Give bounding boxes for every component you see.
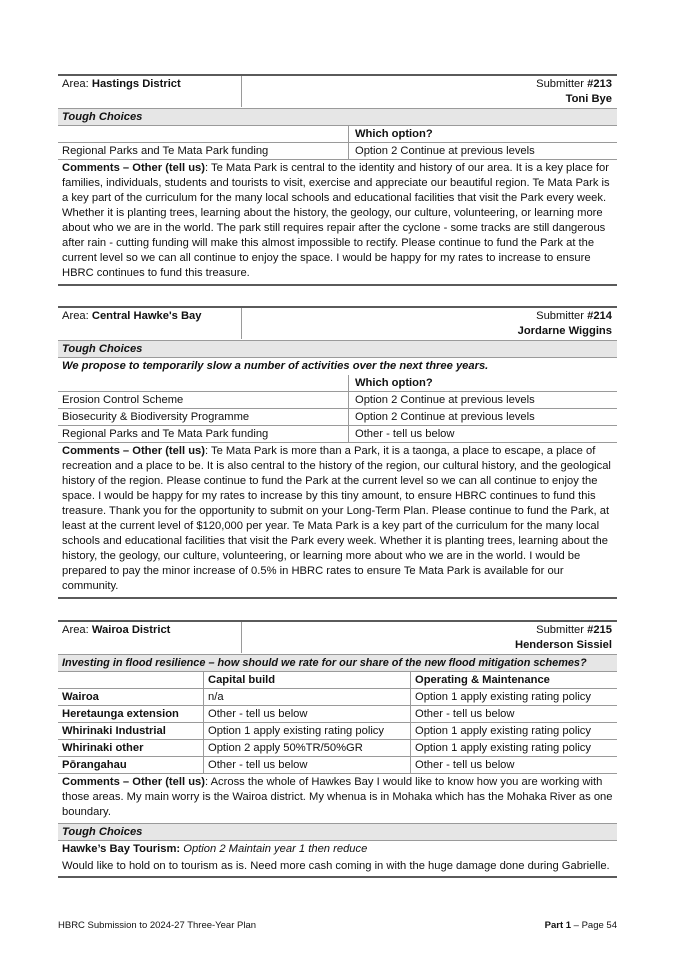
area-label: Area:: [62, 310, 92, 322]
tourism-label: Hawke’s Bay Tourism:: [62, 843, 181, 855]
comments-text: : Te Mata Park is central to the identity and history of our area. It is a key place for families, individuals, students and tourists to visit, exercise and appreciate our beautiful region. Te Mata Park is a key part of the curriculum for the many local schools and educational facilities that visit the Park every week. Whether it is planting trees, learning about the history, the geology, our culture, volunteering, or learning more about who we are in the world. The park still requires repair after the cyclone - some tracks are still dangerous after rain - cutting funding will make this almost impossible to rectify. Please continue to fund the Park at the current level so we can all continue to enjoy the space. I would be happy for my rates to increase to ensure HBRC continues to fund this treasure.: [62, 162, 610, 279]
tourism-option: Option 2 Maintain year 1 then reduce: [180, 843, 368, 855]
row-scheme: Pōrangahau: [58, 757, 204, 773]
submitter-cell: [242, 308, 617, 340]
table-row: [58, 409, 617, 426]
row-scheme: Whirinaki Industrial: [58, 723, 204, 739]
table-row: [58, 740, 617, 757]
col-capital: Capital build: [204, 672, 411, 688]
table-row: [58, 392, 617, 409]
comments-text: : Te Mata Park is more than a Park, it is a taonga, a place to escape, a place of recreation and a place to be. It is also central to the history of the region, our cultural history, and the geological history of the region. Please continue to fund the Park at the current level so we can all continue to enjoy the space. I would be happy for my rates to increase by this tiny amount, to ensure HBRC continues to fund this treasure. Thank you for the opportunity to submit on your Long-Term Plan. Please continue to fund the Park, at least at the current level of $120,000 per year. Te Mata Park is a key part of the curriculum for the many local schools and educational facilities that visit the Park every week. Whether it is planting trees, learning about the history, the geology, our culture, volunteering, or learning more about who we are in the world. I would be prepared to pay the minor increase of 0.5% in HBRC rates to ensure Te Mata Park is available for our community.: [62, 445, 611, 592]
table-row: [58, 426, 617, 443]
table-row: [58, 689, 617, 706]
table-row: [58, 757, 617, 774]
which-option-heading: Which option?: [355, 128, 433, 140]
row-item: Regional Parks and Te Mata Park funding: [58, 143, 349, 159]
row-option: Other - tell us below: [355, 428, 455, 440]
area-cell: [58, 76, 242, 107]
row-capital: Other - tell us below: [204, 706, 411, 722]
area-cell: [58, 622, 242, 653]
area-value: Wairoa District: [91, 624, 171, 636]
comments-label: Comments – Other (tell us): [62, 162, 205, 174]
area-value: Hastings District: [91, 78, 181, 90]
question-text: Investing in flood resilience – how should we rate for our share of the new flood mitigation schemes?: [58, 655, 617, 672]
row-item: Erosion Control Scheme: [58, 392, 349, 408]
row-capital: Option 2 apply 50%TR/50%GR: [204, 740, 411, 756]
row-capital: Option 1 apply existing rating policy: [204, 723, 411, 739]
row-scheme: Whirinaki other: [58, 740, 204, 756]
row-opex: Other - tell us below: [415, 759, 515, 771]
comments-text: : Across the whole of Hawkes Bay I would like to know how you are working with those areas. My main worry is the Wairoa district. My whenua is in Mohaka which has the Mohaka River as one boundary.: [62, 776, 613, 818]
comments-label: Comments – Other (tell us): [62, 445, 205, 457]
submission-215: [58, 620, 617, 878]
row-item: Regional Parks and Te Mata Park funding: [58, 426, 349, 442]
table-row: [58, 706, 617, 723]
submitter-name: Jordarne Wiggins: [517, 325, 612, 337]
area-label: Area:: [62, 624, 92, 636]
submitter-number: #215: [587, 624, 612, 636]
question-text: We propose to temporarily slow a number of activities over the next three years.: [62, 360, 489, 372]
submitter-label: Submitter: [536, 78, 588, 90]
section-heading: Tough Choices: [58, 824, 617, 841]
submitter-name: Henderson Sissiel: [515, 639, 612, 651]
which-option-heading: Which option?: [355, 377, 433, 389]
area-cell: [58, 308, 242, 339]
option-header-row: [58, 126, 617, 143]
col-opex: Operating & Maintenance: [415, 674, 550, 686]
submitter-cell: [242, 622, 617, 654]
flood-table-header: [58, 672, 617, 689]
submitter-name: Toni Bye: [565, 93, 612, 105]
page-number: [545, 918, 617, 933]
page-footer: [58, 918, 617, 933]
submitter-number: #214: [587, 310, 612, 322]
submission-214: [58, 306, 617, 599]
submitter-label: Submitter: [536, 310, 588, 322]
submitter-cell: [242, 76, 617, 108]
submission-header: [58, 620, 617, 655]
area-value: Central Hawke's Bay: [91, 310, 202, 322]
submission-213: [58, 74, 617, 286]
submission-header: [58, 74, 617, 109]
row-capital: n/a: [204, 689, 411, 705]
row-option: Option 2 Continue at previous levels: [355, 145, 535, 157]
tourism-comment: Would like to hold on to tourism as is. Need more cash coming in with the huge damage done during Gabrielle.: [58, 858, 617, 878]
row-opex: Other - tell us below: [415, 708, 515, 720]
footer-part: Part 1: [544, 920, 572, 931]
row-opex: Option 1 apply existing rating policy: [415, 691, 591, 703]
footer-title: HBRC Submission to 2024-27 Three-Year Plan: [58, 920, 257, 931]
submitter-number: #213: [587, 78, 612, 90]
option-header-row: [58, 375, 617, 392]
footer-page: – Page 54: [571, 920, 617, 931]
table-row: [58, 143, 617, 160]
comments-label: Comments – Other (tell us): [62, 776, 205, 788]
comments: [58, 774, 617, 824]
row-scheme: Heretaunga extension: [58, 706, 204, 722]
tourism-line: [58, 841, 617, 858]
row-opex: Option 1 apply existing rating policy: [415, 742, 591, 754]
comments: [58, 160, 617, 286]
section-heading: Tough Choices: [58, 109, 617, 126]
section-heading: Tough Choices: [58, 341, 617, 358]
row-option: Option 2 Continue at previous levels: [355, 411, 535, 423]
row-item: Biosecurity & Biodiversity Programme: [58, 409, 349, 425]
row-capital: Other - tell us below: [204, 757, 411, 773]
area-label: Area:: [62, 78, 92, 90]
submission-header: [58, 306, 617, 341]
comments: [58, 443, 617, 599]
submitter-label: Submitter: [536, 624, 588, 636]
row-scheme: Wairoa: [58, 689, 204, 705]
row-option: Option 2 Continue at previous levels: [355, 394, 535, 406]
table-row: [58, 723, 617, 740]
row-opex: Option 1 apply existing rating policy: [415, 725, 591, 737]
